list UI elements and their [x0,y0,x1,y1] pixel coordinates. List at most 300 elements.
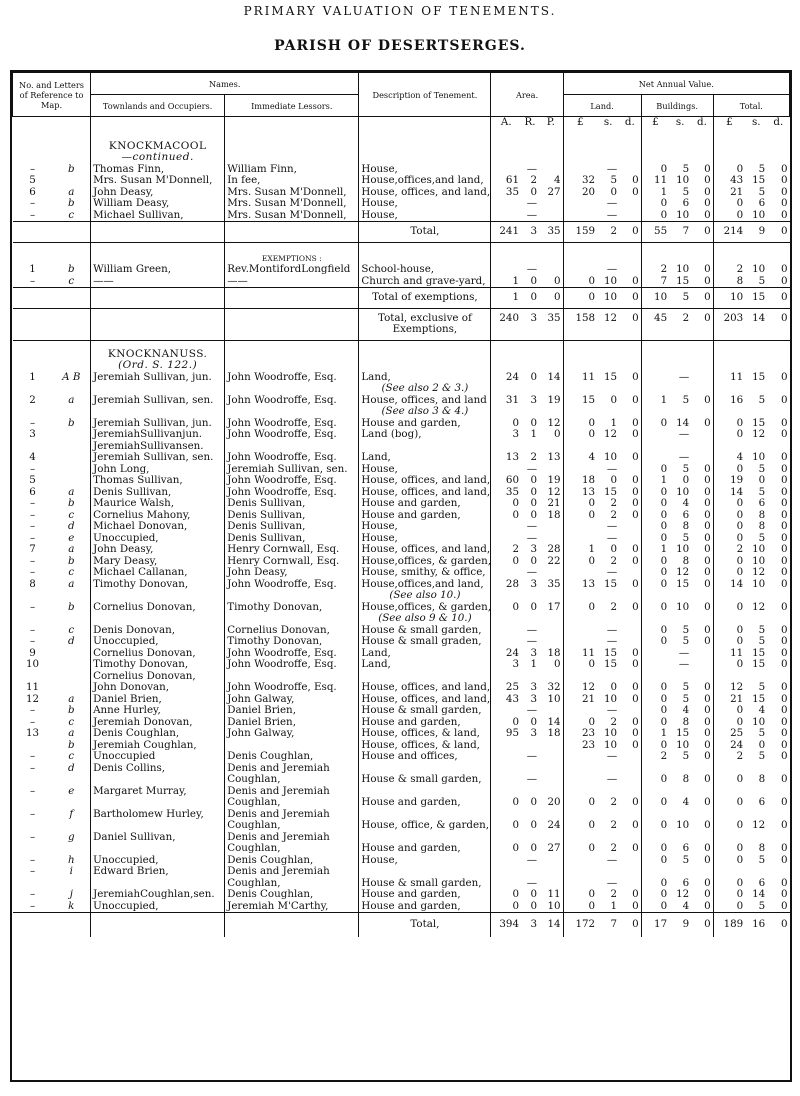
buildings-shillings: 5 [682,463,690,475]
land-shillings [597,671,619,683]
occupier-name: John Deasy, [91,544,225,556]
map-ref-number: 6 [29,186,36,198]
tenement-description: Land, [359,452,491,464]
map-ref-number: 11 [25,682,40,693]
area-acres: 1 [491,276,521,288]
tenement-description: House and garden, [359,498,491,510]
table-row [13,705,790,717]
map-ref-letter [53,878,91,890]
area-roods: 0 [530,417,538,429]
total-pence: 0 [780,900,788,912]
immediate-lessor: Mrs. Susan M'Donnell, [225,187,359,199]
tenement-description: House,offices, & garden, [359,602,491,614]
table-row [13,832,790,844]
table-row [13,659,790,671]
buildings-pounds: 0 [641,820,669,832]
area-roods [521,441,539,453]
immediate-lessor: Coughlan, [225,774,359,786]
land-pence: 0 [632,555,639,567]
table-row [13,276,790,288]
immediate-lessor: Denis and Jeremiah [225,809,359,821]
total-pounds: 2 [713,264,745,276]
unit-land-pounds: £ [563,117,597,133]
buildings-pence: 0 [704,509,711,521]
tenement-description: House, [359,164,491,176]
buildings-pounds [641,671,669,683]
area-perches-cell [539,242,563,264]
area-roods: 3 [530,544,538,555]
immediate-lessor: Denis and Jeremiah [225,763,359,775]
land-shillings: 2 [610,716,618,728]
land-pence [619,533,641,545]
total-pence [767,763,789,775]
immediate-lessor: Daniel Brien, [225,717,359,729]
buildings-pence-cell [691,133,713,153]
land-shillings: 2 [610,509,618,521]
buildings-pence: 0 [704,728,711,739]
area-perches [539,567,563,579]
occupier-name: JeremiahSullivansen. [91,441,225,453]
land-pounds [563,786,597,798]
occupier-name: John Deasy, [91,187,225,199]
land-pence: 0 [619,308,641,340]
see-also-row [13,383,790,395]
total-shillings [745,809,767,821]
blank-cell [91,406,225,418]
total-pence: 0 [780,198,788,209]
total-row [13,913,790,937]
buildings-shillings: 5 [682,682,690,693]
tenement-description: House, office, & garden, [359,820,491,832]
tenement-description: Land, [359,659,491,671]
area-roods: — [526,264,538,275]
total-pence: 0 [780,739,788,751]
total-pounds-cell [713,242,745,264]
area-roods: 0 [530,843,538,854]
land-shillings: 2 [610,601,618,613]
total-pounds: 19 [713,475,745,487]
total-pence-cell [767,590,789,602]
buildings-pounds: 0 [641,418,669,430]
buildings-pence: 0 [704,475,711,486]
table-row [13,175,790,187]
total-pence: 0 [780,659,788,670]
land-pounds: 13 [563,487,597,499]
total-pounds-cell [713,406,745,418]
total-shillings [745,671,767,683]
townland-subheading-row [13,360,790,372]
area-perches: 18 [547,728,561,739]
map-ref-letter: b [68,417,75,429]
units-row [13,117,790,133]
townland-subheading-row [13,152,790,164]
total-shillings-cell [745,360,767,372]
area-roods: — [526,624,538,636]
total-shillings: 10 [752,544,766,555]
occupier-name: Edward Brien, [91,866,225,878]
buildings-pounds: 0 [641,878,669,890]
table-row [13,556,790,568]
area-acres [491,210,521,222]
buildings-shillings: 10 [676,601,690,613]
area-roods: 3 [521,222,539,243]
blank-cell [53,152,91,164]
tenement-description: House, [359,464,491,476]
buildings-pounds: 10 [641,288,669,309]
buildings-pence [691,452,713,464]
land-pence [619,855,641,867]
map-ref-letter: b [68,498,75,509]
buildings-pence: 0 [704,186,711,198]
total-pence: 0 [780,877,788,889]
map-ref-letter: a [68,394,75,406]
total-shillings: 6 [758,877,766,889]
area-perches: 0 [554,429,561,440]
land-pence: 0 [632,544,639,555]
land-shillings: 1 [610,900,618,912]
see-also-row [13,406,790,418]
total-shillings: 8 [758,774,766,785]
occupier-name: Maurice Walsh, [91,498,225,510]
immediate-lessor: Denis Coughlan, [225,889,359,901]
total-row [13,308,790,340]
buildings-shillings: 5 [682,624,690,636]
area-acres [491,567,521,579]
buildings-pounds: 0 [641,487,669,499]
immediate-lessor: John Woodroffe, Esq. [225,395,359,407]
map-ref-number: – [29,785,36,797]
immediate-lessor: John Woodroffe, Esq. [225,418,359,430]
map-ref-number: – [29,808,36,820]
blank-cell [53,383,91,395]
buildings-pounds: 1 [641,187,669,199]
map-ref-number: 4 [29,452,36,463]
area-perches: 12 [547,417,561,429]
map-ref-letter: c [68,716,75,728]
total-pence-cell [767,133,789,153]
total-pounds: 4 [713,452,745,464]
land-shillings: 2 [610,498,618,509]
blank-cell [91,288,225,309]
total-pence: 0 [780,774,788,785]
area-acres [491,521,521,533]
land-pounds: 23 [563,728,597,740]
buildings-shillings-cell [669,590,691,602]
area-acres [491,705,521,717]
buildings-pounds [641,441,669,453]
total-pence [767,866,789,878]
total-pounds-cell [713,383,745,395]
area-acres [491,636,521,648]
blank-cell [53,406,91,418]
map-ref-number: 1 [29,264,36,275]
area-perches: 14 [547,371,561,383]
total-pounds: 21 [713,694,745,706]
unit-land-shillings: s. [603,116,613,128]
occupier-name: Bartholomew Hurley, [91,809,225,821]
map-ref-letter: g [68,831,75,843]
buildings-pence: 0 [704,705,711,716]
total-pounds: 0 [713,636,745,648]
area-perches [539,705,563,717]
total-shillings: 15 [752,371,766,383]
tenement-description [359,763,491,775]
total-pence-cell [767,406,789,418]
map-ref-letter: b [68,555,75,567]
area-roods: 0 [530,486,538,498]
area-roods: 2 [530,452,538,463]
total-shillings: 6 [758,198,766,209]
buildings-pounds: 0 [641,164,669,176]
total-pence [767,832,789,844]
map-ref-letter [53,648,91,660]
total-pounds [713,763,745,775]
total-shillings: 5 [758,186,766,198]
land-pounds [563,636,597,648]
total-label: Total of exemptions, [359,288,491,309]
land-shillings: 10 [604,728,618,739]
land-pounds-cell [563,340,597,360]
land-pence: 0 [632,498,639,509]
total-shillings: 5 [758,728,766,739]
total-shillings: 12 [752,601,766,613]
buildings-shillings: 15 [676,275,690,287]
table-row [13,452,790,464]
total-pence-cell [767,340,789,360]
blank-cell [91,613,225,625]
buildings-pounds [641,832,669,844]
immediate-lessor: John Woodroffe, Esq. [225,682,359,694]
area-roods: 0 [530,498,538,509]
buildings-shillings: 10 [676,209,690,221]
buildings-shillings: 15 [676,728,690,739]
blank-cell [225,308,359,340]
map-ref-number: – [29,705,36,716]
total-shillings: 12 [752,429,766,440]
area-roods-cell [521,406,539,418]
map-ref-number [13,441,53,453]
buildings-pounds [641,866,669,878]
buildings-pence-cell [691,383,713,395]
total-pounds [713,441,745,453]
land-pounds: 0 [563,556,597,568]
occupier-name: Unoccupied, [91,855,225,867]
parish-title: PARISH OF DESERTSERGES. [274,38,526,54]
land-pounds [563,464,597,476]
blank-cell [13,590,53,602]
buildings-pounds: 0 [641,556,669,568]
total-pence [767,441,789,453]
area-roods: — [526,751,538,762]
land-pence [619,832,641,844]
total-pence: 0 [780,716,788,728]
land-shillings: — [606,532,618,544]
total-shillings: 5 [758,624,766,636]
land-pence [619,786,641,798]
buildings-pounds: 55 [641,222,669,243]
tenement-description: House, [359,198,491,210]
area-acres: 31 [491,395,521,407]
tenement-description [359,809,491,821]
land-pence [619,264,641,276]
blank-cell [53,613,91,625]
blank-cell [53,590,91,602]
map-ref-letter: c [68,209,75,221]
blank-cell [13,406,53,418]
col-land-header: Land. [563,95,641,117]
immediate-lessor: John Deasy, [225,567,359,579]
total-pounds [713,832,745,844]
blank-cell [53,308,91,340]
total-pounds: 0 [713,843,745,855]
unit-acres: A. [491,117,521,133]
total-pounds: 0 [713,464,745,476]
table-row [13,498,790,510]
area-perches-cell [539,590,563,602]
buildings-pence: 0 [704,797,711,808]
map-ref-letter [53,475,91,487]
tenement-description: House & small garden, [359,774,491,786]
map-ref-letter [53,843,91,855]
immediate-lessor: Denis Sullivan, [225,510,359,522]
area-perches: 14 [539,913,563,937]
total-pence: 0 [780,751,788,762]
land-pence: 0 [632,739,639,751]
buildings-shillings: 8 [682,716,690,728]
land-shillings: 2 [610,555,618,567]
buildings-pence: 0 [704,843,711,854]
table-row [13,475,790,487]
land-shillings: 1 [610,417,618,429]
map-ref-number: – [29,854,36,866]
total-shillings: 5 [758,900,766,912]
tenement-description: House, [359,210,491,222]
total-shillings: 8 [758,843,766,854]
immediate-lessor: Denis and Jeremiah [225,866,359,878]
total-shillings: 5 [758,682,766,693]
land-pounds-cell [563,360,597,372]
land-pence: 0 [619,913,641,937]
map-ref-number: 5 [29,475,36,486]
total-pounds: 0 [713,855,745,867]
total-pounds: 189 [713,913,745,937]
buildings-shillings: 5 [682,394,690,406]
map-ref-number: 12 [25,693,40,705]
buildings-pence: 0 [704,532,711,544]
tenement-description: House, offices, and land, [359,694,491,706]
buildings-pence: 0 [704,544,711,555]
total-pounds: 14 [713,487,745,499]
blank-cell [359,340,491,360]
table-row [13,164,790,176]
land-pence-cell [619,340,641,360]
land-shillings-cell [597,590,619,602]
total-shillings: 15 [745,288,767,309]
land-shillings: 12 [597,308,619,340]
map-ref-number: – [29,762,36,774]
land-pence: 0 [632,417,639,429]
area-perches: 28 [547,544,561,555]
map-ref-number: 3 [29,429,36,440]
blank-cell [13,308,53,340]
area-acres: 240 [491,308,521,340]
total-pounds: 0 [713,774,745,786]
area-perches: 13 [547,452,561,463]
land-shillings: — [606,521,618,532]
land-pounds [563,809,597,821]
buildings-shillings: 7 [669,222,691,243]
total-pounds: 11 [713,648,745,660]
buildings-pence: 0 [704,636,711,647]
total-pounds: 14 [713,579,745,591]
map-ref-number [13,671,53,683]
total-shillings: 10 [752,716,766,728]
area-acres [491,774,521,786]
occupier-name: William Deasy, [91,198,225,210]
immediate-lessor: William Finn, [225,164,359,176]
land-pence: 0 [632,486,639,498]
tenement-description: House and garden, [359,797,491,809]
buildings-pence: 0 [704,417,711,429]
land-pounds: 0 [563,418,597,430]
land-shillings [597,809,619,821]
total-pence [767,671,789,683]
buildings-pence: 0 [704,820,711,831]
immediate-lessor: Timothy Donovan, [225,602,359,614]
land-pounds: 0 [563,797,597,809]
occupier-name: Daniel Sullivan, [91,832,225,844]
buildings-shillings: 8 [682,521,690,532]
buildings-pounds: 0 [641,533,669,545]
area-perches [539,264,563,276]
land-shillings: 2 [610,820,618,831]
total-shillings: 15 [752,693,766,705]
total-shillings: 15 [752,417,766,429]
occupier-name [91,820,225,832]
buildings-shillings: 5 [682,636,690,647]
area-roods: 3 [530,394,538,406]
map-ref-number: 9 [29,647,36,659]
tenement-description: House, smithy, & office, [359,567,491,579]
buildings-pounds: 0 [641,210,669,222]
buildings-pounds [641,648,669,660]
tenement-description: House and garden, [359,510,491,522]
land-shillings: — [606,854,618,866]
buildings-shillings: 6 [682,198,690,209]
total-pounds: 10 [713,288,745,309]
tenement-description: House and offices, [359,751,491,763]
land-pounds: 0 [563,602,597,614]
land-pounds: 12 [563,682,597,694]
buildings-pounds: 0 [641,889,669,901]
table-row [13,774,790,786]
tenement-description [359,671,491,683]
immediate-lessor: John Galway, [225,694,359,706]
map-ref-number [13,820,53,832]
area-perches [539,832,563,844]
land-pounds: 0 [563,820,597,832]
area-acres: 394 [491,913,521,937]
land-pounds: 0 [563,429,597,441]
buildings-shillings-cell [669,383,691,395]
buildings-pounds: 0 [641,464,669,476]
area-acres-cell [491,133,521,153]
land-pence: 0 [632,509,639,521]
land-pence: 0 [619,288,641,309]
map-ref-letter [53,774,91,786]
total-pounds-cell [713,613,745,625]
table-row [13,418,790,430]
